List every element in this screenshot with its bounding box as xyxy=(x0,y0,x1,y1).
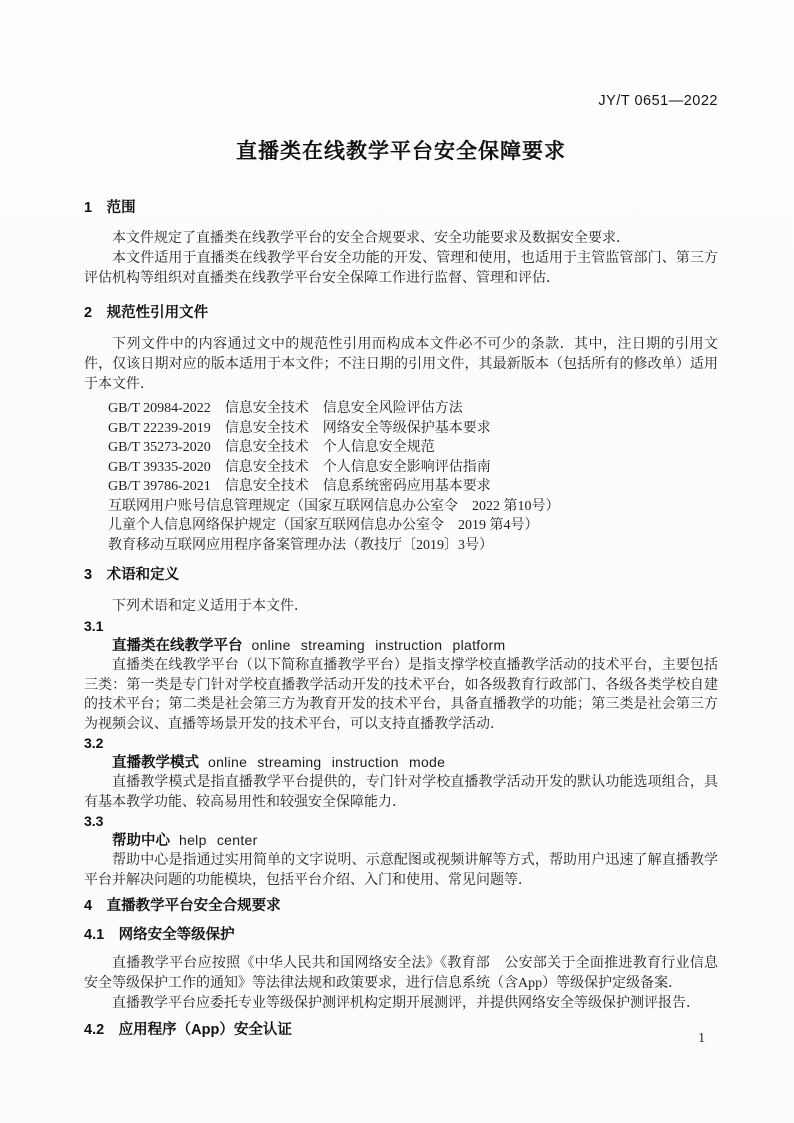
scope-paragraph-2: 本文件适用于直播类在线教学平台安全功能的开发、管理和使用，也适用于主管监管部门、第三方评估机构等组织对直播类在线教学平台安全保障工作进行监督、管理和评估． xyxy=(84,251,718,286)
section-3-heading: 3 术语和定义 xyxy=(84,567,180,583)
reference-item: 互联网用户账号信息管理规定（国家互联网信息办公室令 2022 第10号） xyxy=(108,498,560,514)
term-name-en: online streaming instruction platform xyxy=(251,637,506,653)
term-name-en: help center xyxy=(179,832,258,848)
page-title: 直播类在线教学平台安全保障要求 xyxy=(236,140,566,163)
term-title xyxy=(112,636,718,656)
term-title xyxy=(112,753,718,773)
scope-paragraph-1: 本文件规定了直播类在线教学平台的安全合规要求、安全功能要求及数据安全要求． xyxy=(112,231,630,246)
doc-number: JY/T 0651—2022 xyxy=(598,93,718,109)
section-1-heading: 1 范围 xyxy=(84,200,136,216)
clause-4-1-paragraph-1: 直播教学平台应按照《中华人民共和国网络安全法》《教育部 公安部关于全面推进教育行业信息安全等级保护工作的通知》等法律法规和政策要求，进行信息系统（含App）等级保护定级备案． xyxy=(84,956,718,991)
reference-item: GB/T 39786-2021 信息安全技术 信息系统密码应用基本要求 xyxy=(108,479,491,494)
term-entry-3-3 xyxy=(84,812,718,890)
term-name-zh: 帮助中心 xyxy=(112,833,170,849)
section-4-2-heading: 4.2 应用程序（App）安全认证 xyxy=(84,1022,292,1038)
section-2-heading: 2 规范性引用文件 xyxy=(84,305,209,321)
reference-item: GB/T 20984-2022 信息安全技术 信息安全风险评估方法 xyxy=(108,401,463,416)
reference-item: 教育移动互联网应用程序备案管理办法（教技厅〔2019〕3号） xyxy=(108,537,493,553)
term-name-en: online streaming instruction mode xyxy=(208,754,446,770)
term-definition: 帮助中心是指通过实用简单的文字说明、示意配图或视频讲解等方式，帮助用户迅速了解直播教学平台并解决问题的功能模块，包括平台介绍、入门和使用、常见问题等． xyxy=(84,853,718,888)
term-definition: 直播教学模式是指直播教学平台提供的，专门针对学校直播教学活动开发的默认功能选项组合，具有基本教学功能、较高易用性和较强安全保障能力． xyxy=(84,775,718,810)
term-definition: 直播类在线教学平台（以下简称直播教学平台）是指支撑学校直播教学活动的技术平台，主要包括三类：第一类是专门针对学校直播教学活动开发的技术平台，如各级教育行政部门、各级各类学校自建的技术平台；第二类是社会第三方为教育开发的技术平台，具备直播教学的功能；第三类是社会第三方为视频会议、直播等场景开发的技术平台，可以支持直播教学活动． xyxy=(84,658,718,732)
term-number: 3.3 xyxy=(84,813,104,829)
term-name-zh: 直播类在线教学平台 xyxy=(112,638,243,654)
term-name-zh: 直播教学模式 xyxy=(112,755,199,771)
term-entry-3-2 xyxy=(84,734,718,812)
section-4-heading: 4 直播教学平台安全合规要求 xyxy=(84,898,281,914)
reference-list xyxy=(84,399,718,555)
section-4-1-heading: 4.1 网络安全等级保护 xyxy=(84,927,235,943)
term-title xyxy=(112,831,718,851)
terms-intro: 下列术语和定义适用于本文件． xyxy=(112,599,308,614)
references-intro: 下列文件中的内容通过文中的规范性引用而构成本文件必不可少的条款．其中，注日期的引用文件，仅该日期对应的版本适用于本文件；不注日期的引用文件，其最新版本（包括所有的修改单）适用于本文件． xyxy=(84,337,718,392)
reference-item: 儿童个人信息网络保护规定（国家互联网信息办公室令 2019 第4号） xyxy=(108,518,539,533)
clause-4-1-paragraph-2: 直播教学平台应委托专业等级保护测评机构定期开展测评，并提供网络安全等级保护测评报告． xyxy=(112,996,700,1011)
term-number: 3.1 xyxy=(84,618,104,634)
reference-item: GB/T 35273-2020 信息安全技术 个人信息安全规范 xyxy=(108,440,435,455)
reference-item: GB/T 22239-2019 信息安全技术 网络安全等级保护基本要求 xyxy=(108,420,491,436)
reference-item: GB/T 39335-2020 信息安全技术 个人信息安全影响评估指南 xyxy=(108,459,491,475)
term-number: 3.2 xyxy=(84,735,104,751)
page-number: 1 xyxy=(698,1030,705,1045)
term-entry-3-1 xyxy=(84,617,718,734)
